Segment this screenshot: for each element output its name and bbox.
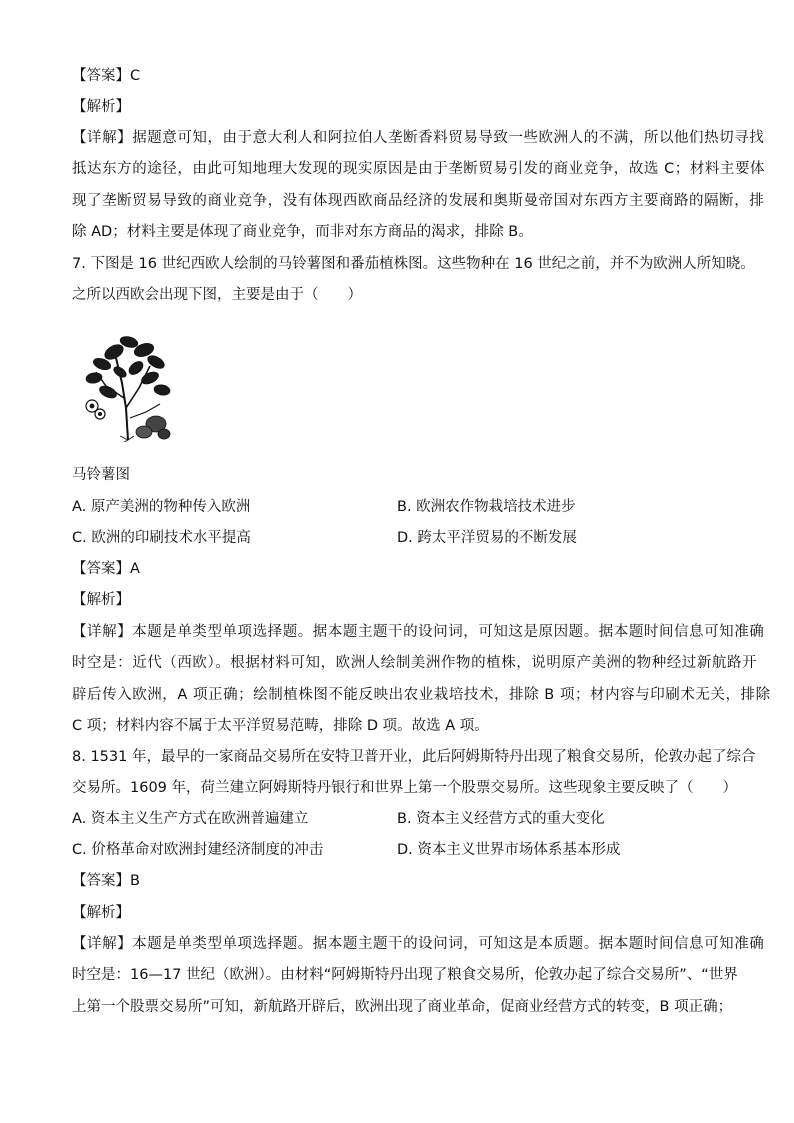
q7-option-b: B. 欧洲农作物栽培技术进步 — [397, 499, 576, 515]
q7-option-a: A. 原产美洲的物种传入欧洲 — [72, 499, 251, 515]
q8-stem-line: 交易所。1609 年，荷兰建立阿姆斯特丹银行和世界上第一个股票交易所。这些现象主要反映了（ ） — [72, 780, 738, 796]
q7-option-d: D. 跨太平洋贸易的不断发展 — [397, 530, 577, 546]
q8-detail-line: 【详解】本题是单类型单项选择题。据本题主题干的设问词，可知这是本质题。据本题时间信息可知准确 — [72, 936, 765, 952]
q8-answer: 【答案】B — [72, 873, 140, 889]
q7-figure-caption: 马铃薯图 — [72, 467, 130, 483]
q7-stem-line: 7. 下图是 16 世纪西欧人绘制的马铃薯图和番茄植株图。这些物种在 16 世纪之前，并不为欧洲人所知晓。 — [72, 256, 755, 272]
q6-detail-line: 现了垄断贸易导致的商业竞争，没有体现西欧商品经济的发展和奥斯曼帝国对东西方主要商路的隔断，排 — [72, 193, 765, 209]
q6-detail-line: 抵达东方的途径，由此可知地理大发现的现实原因是由于垄断贸易引发的商业竞争，故选 C；材料主要体 — [72, 161, 766, 177]
q7-analysis-heading: 【解析】 — [72, 592, 130, 608]
q8-detail-line: 上第一个股票交易所”可知，新航路开辟后，欧洲出现了商业革命，促商业经营方式的转变，B 项正确； — [72, 999, 733, 1015]
q8-option-d: D. 资本主义世界市场体系基本形成 — [397, 842, 621, 858]
q7-option-c: C. 欧洲的印刷技术水平提高 — [72, 530, 251, 546]
q8-option-c: C. 价格革命对欧洲封建经济制度的冲击 — [72, 842, 324, 858]
q8-detail-line: 时空是：16—17 世纪（欧洲）。由材料“阿姆斯特丹出现了粮食交易所，伦敦办起了综合交易所”、“世界 — [72, 967, 738, 983]
q8-option-a: A. 资本主义生产方式在欧洲普遍建立 — [72, 811, 309, 827]
q8-stem-line: 8. 1531 年，最早的一家商品交易所在安特卫普开业，此后阿姆斯特丹出现了粮食交易所，伦敦办起了综合 — [72, 749, 756, 765]
q6-analysis-heading: 【解析】 — [72, 99, 130, 115]
q7-detail-line: 辟后传入欧洲，A 项正确；绘制植株图不能反映出农业栽培技术，排除 B 项；材内容与印刷术无关，排除 — [72, 687, 771, 703]
q7-answer: 【答案】A — [72, 561, 140, 577]
q6-answer: 【答案】C — [72, 68, 141, 84]
q8-analysis-heading: 【解析】 — [72, 905, 130, 921]
q6-detail-line: 除 AD；材料主要是体现了商业竞争，而非对东方商品的渴求，排除 B。 — [72, 224, 533, 240]
q7-detail-line: 【详解】本题是单类型单项选择题。据本题主题干的设问词，可知这是原因题。据本题时间信息可知准确 — [72, 624, 765, 640]
q7-detail-line: C 项；材料内容不属于太平洋贸易范畴，排除 D 项。故选 A 项。 — [72, 718, 489, 734]
potato-plant-illustration — [84, 328, 172, 442]
q7-stem-line: 之所以西欧会出现下图，主要是由于（ ） — [72, 287, 362, 303]
q7-detail-line: 时空是：近代（西欧）。根据材料可知，欧洲人绘制美洲作物的植株，说明原产美洲的物种经过新航路开 — [72, 655, 758, 671]
q6-detail-line: 【详解】据题意可知，由于意大利人和阿拉伯人垄断香料贸易导致一些欧洲人的不满，所以他们热切寻找 — [72, 130, 765, 146]
q8-option-b: B. 资本主义经营方式的重大变化 — [397, 811, 605, 827]
